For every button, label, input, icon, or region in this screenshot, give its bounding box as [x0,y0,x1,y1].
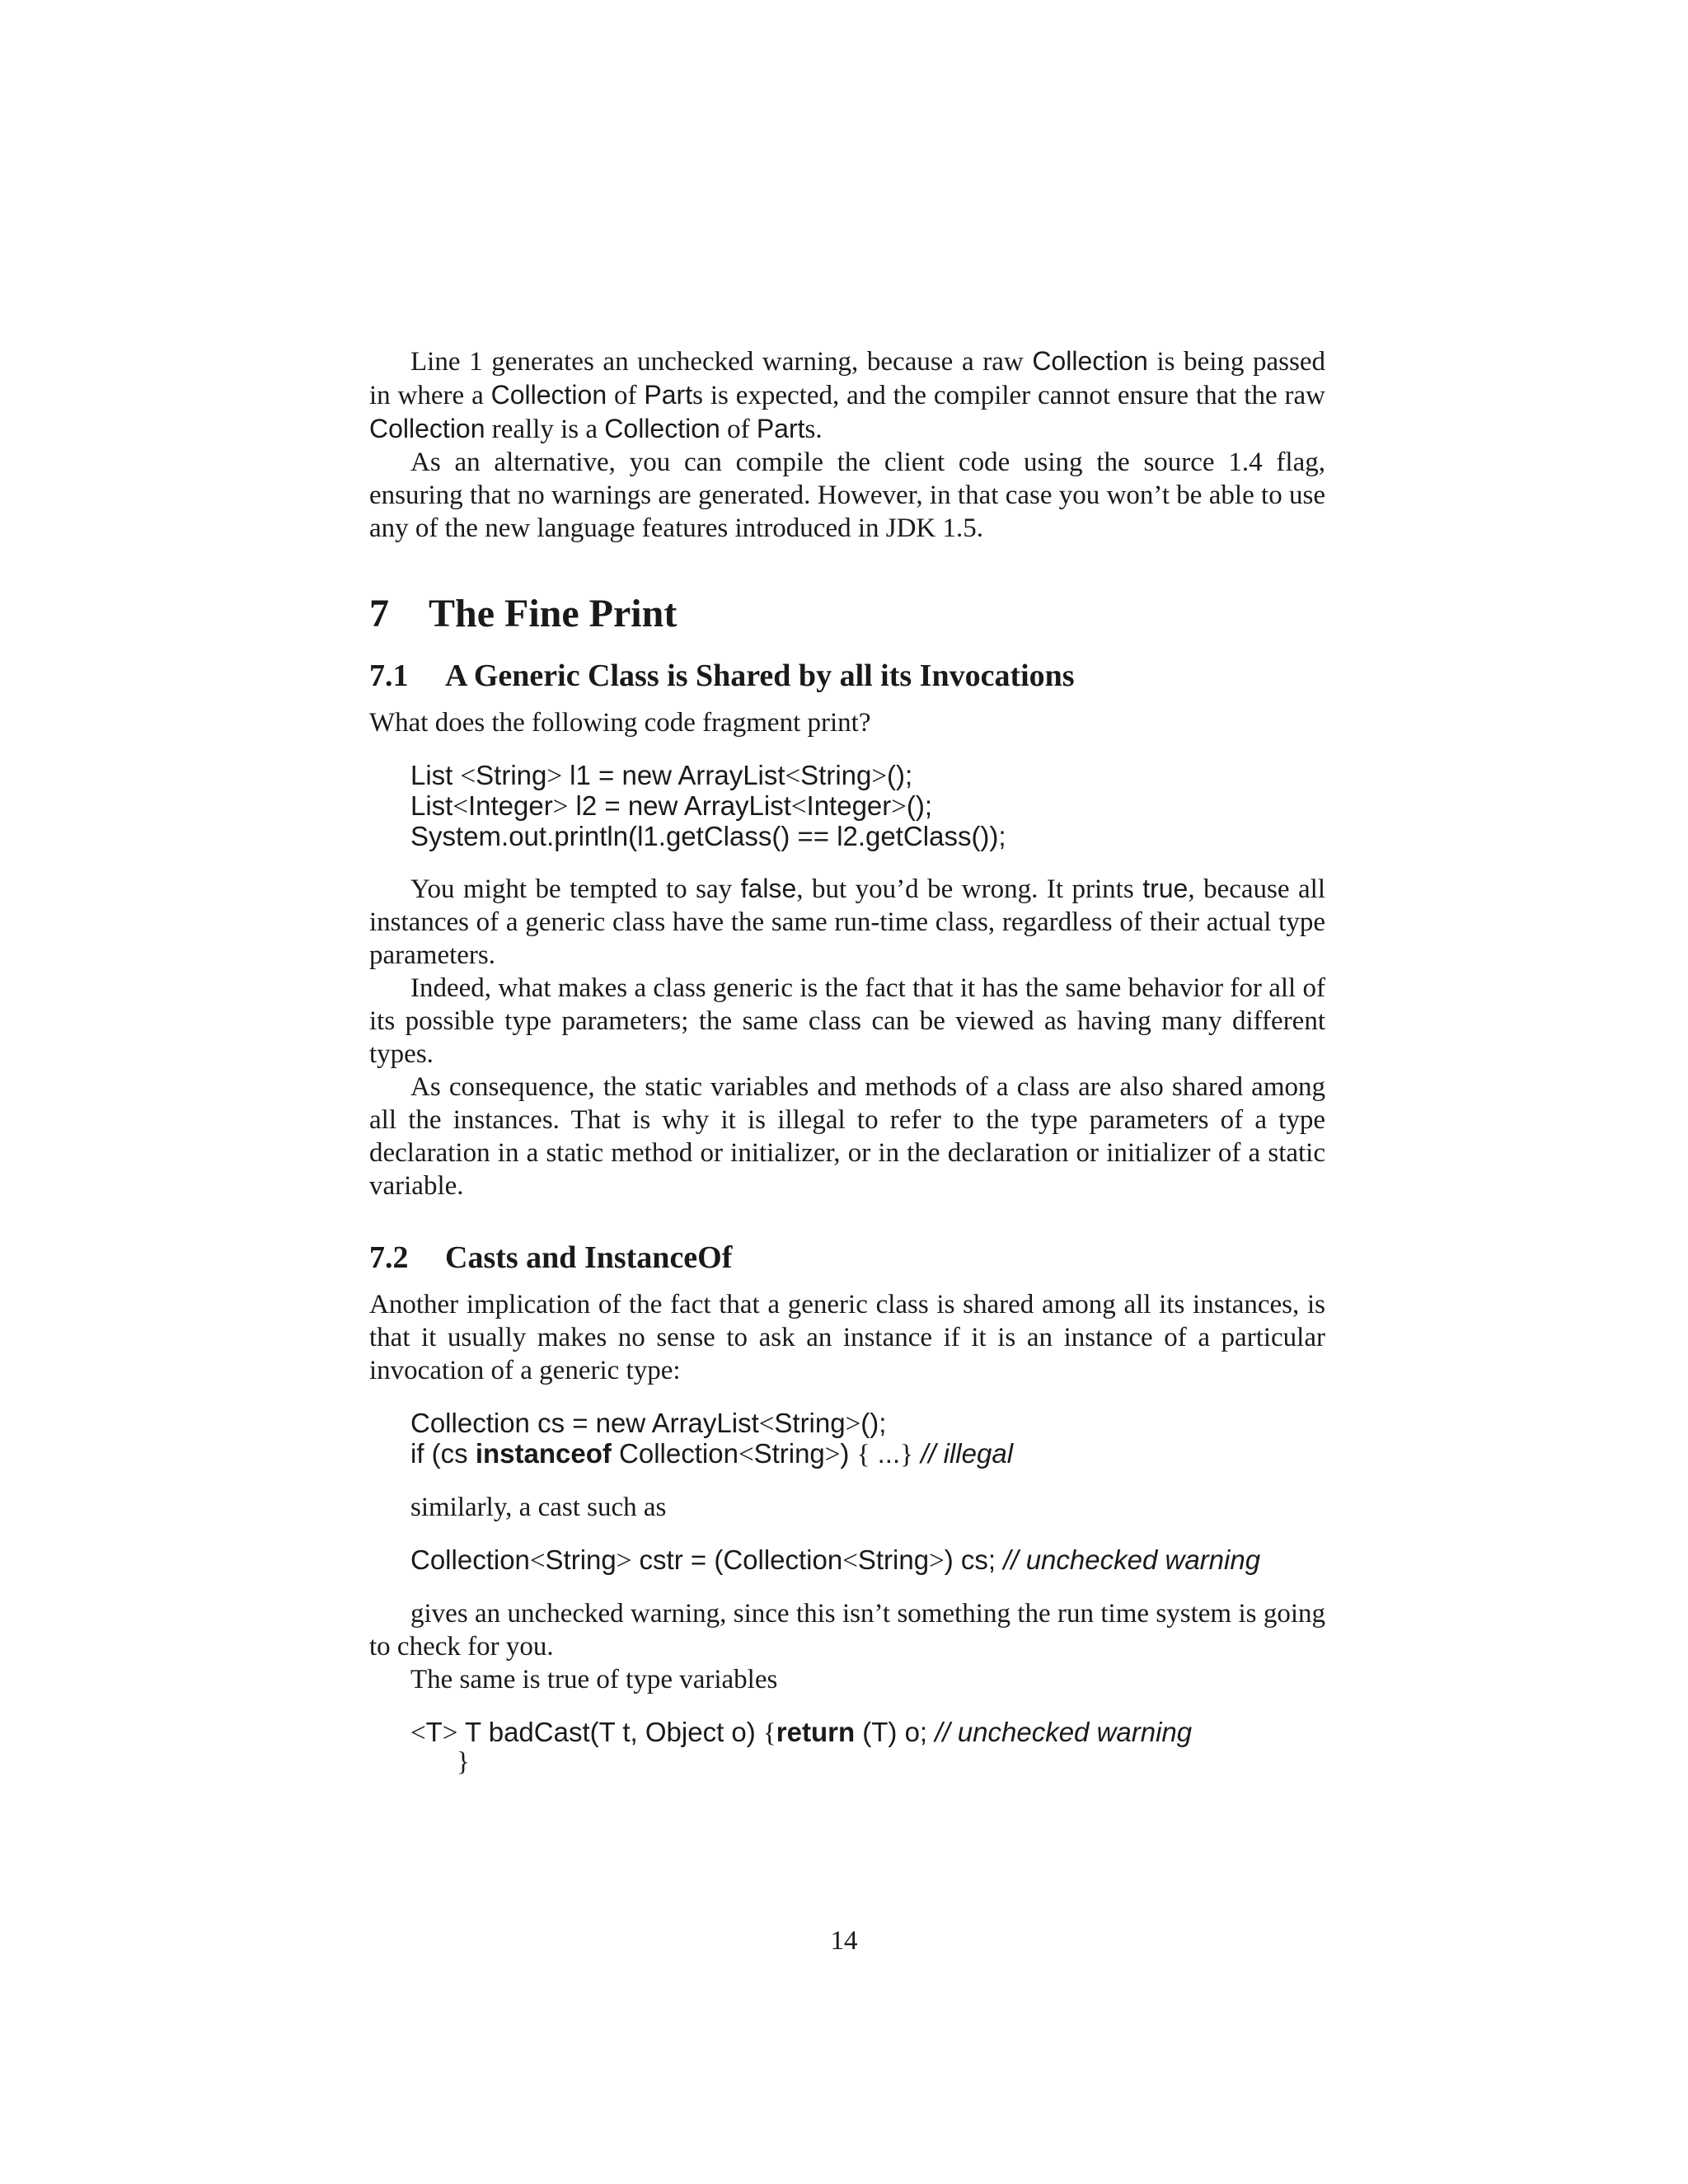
body-paragraph-false-true [369,872,1325,972]
intro-paragraph-2: As an alternative, you can compile the client code using the source 1.4 flag, ensuring that no warnings are generated. However, in that case you won’t be able to use any of the new language features introduced in JDK 1.5. [369,448,1325,543]
inline-code: Part [644,380,693,410]
code-token: < [738,1440,754,1469]
text: of [720,415,757,444]
code-block-getclass [410,761,1325,851]
code-token: > [546,762,562,791]
code-token: List [410,790,453,821]
code-block-instanceof [410,1408,1325,1469]
code-token: < [452,792,468,822]
subsection-number: 7.2 [369,1240,409,1275]
code-token: (); [906,790,933,821]
section-title: The Fine Print [429,592,678,635]
code-token: < [460,762,476,791]
code-comment: // illegal [912,1438,1014,1469]
section-heading-7 [369,591,1325,637]
body-paragraph-similarly: similarly, a cast such as [410,1493,667,1522]
code-token: String [753,1438,825,1469]
code-token: } [900,1440,913,1469]
inline-code: Collection [604,414,720,443]
code-token: String [545,1544,617,1575]
subsection-number: 7.1 [369,658,409,693]
inline-code: false [740,874,797,903]
code-token: { [762,1718,776,1748]
code-token: < [410,1718,426,1748]
code-keyword: return [776,1717,856,1747]
code-token: l2 = new ArrayList [568,790,791,821]
code-token: if (cs [410,1438,476,1469]
code-keyword: instanceof [475,1438,612,1469]
page-number: 14 [830,1926,858,1956]
text: s. [804,415,823,444]
body-paragraph-implication: Another implication of the fact that a generic class is shared among all its instances, is that it usually makes no sense to ask an instance if it is an instance of a particular invocation of a generic type: [369,1290,1325,1385]
code-token: T [425,1717,443,1747]
code-token: ) [840,1438,857,1469]
code-line [410,1439,1325,1469]
body-paragraph-static-variables: As consequence, the static variables and methods of a class are also shared among all the instances. That is why it is illegal to refer to the type parameters of a type declaration in a static method or initializer, or in the declaration or initializer of a static variable. [369,1072,1325,1201]
code-token: { [856,1440,870,1469]
code-token: List [410,760,461,790]
code-token: Integer [467,790,553,821]
inline-code: Collection [1032,346,1148,376]
code-token: (T) o; [855,1717,935,1747]
code-token: > [552,792,569,822]
code-line [410,1408,1325,1439]
subsection-heading-7-1 [369,657,1325,695]
code-token: > [616,1546,632,1576]
body-paragraph-unchecked: gives an unchecked warning, since this isn’t something the run time system is going to check for you. [369,1599,1325,1661]
code-token: ) cs; [944,1544,1004,1575]
code-token: ... [870,1438,901,1469]
code-line [410,761,1325,791]
code-token: l1 = new ArrayList [562,760,785,790]
code-token: > [845,1409,861,1439]
inline-code: Collection [369,414,485,443]
intro-paragraph-1 [369,344,1325,446]
code-line [410,791,1325,822]
code-token: T badCast(T t, Object o) [457,1717,763,1747]
code-token: > [871,762,888,791]
inline-code: Collection [490,380,607,410]
code-line [410,1718,1325,1748]
code-token: Collection cs = new ArrayList [410,1408,759,1438]
code-token: Collection [410,1544,530,1575]
body-paragraph-type-variables: The same is true of type variables [410,1665,778,1694]
code-token: String [476,760,547,790]
code-block-badcast [410,1718,1325,1777]
code-token: < [785,762,801,791]
question-paragraph: What does the following code fragment print? [369,708,871,738]
text: You might be tempted to say [410,874,741,904]
code-block-cast [410,1545,1325,1576]
subsection-title: Casts and InstanceOf [445,1240,733,1275]
text: , because all instances of a generic class have the same run-time class, regardless of their actual type parameters. [369,874,1325,970]
code-token: > [442,1718,458,1748]
subsection-title: A Generic Class is Shared by all its Invocations [445,658,1075,693]
code-token: (); [860,1408,887,1438]
text: of [607,381,645,410]
text: really is a [485,415,605,444]
code-line: System.out.println(l1.getClass() == l2.getClass()); [410,821,1006,851]
code-token: > [891,792,907,822]
text: Line 1 generates an unchecked warning, because a raw [410,347,1033,377]
code-comment: // unchecked warning [1003,1544,1261,1575]
subsection-heading-7-2 [369,1239,1325,1277]
code-token: < [758,1409,775,1439]
inline-code: true [1142,874,1189,903]
code-token: > [929,1546,945,1576]
document-page [369,344,1325,1777]
code-token: String [800,760,872,790]
code-token: < [529,1546,546,1576]
code-token: Collection [611,1438,738,1469]
code-comment: // unchecked warning [935,1717,1193,1747]
code-line: } [457,1747,470,1777]
code-token: cstr = (Collection [631,1544,843,1575]
code-token: < [790,792,807,822]
code-token: String [857,1544,930,1575]
text: , but you’d be wrong. It prints [796,874,1143,904]
code-token: (); [887,760,913,790]
inline-code: Part [756,414,805,443]
text: s is expected, and the compiler cannot ensure that the raw [692,381,1325,410]
code-token: < [842,1546,858,1576]
section-number: 7 [369,592,389,635]
code-token: > [824,1440,841,1469]
code-token: Integer [806,790,892,821]
code-line [410,1545,1325,1576]
body-paragraph-generic-behavior: Indeed, what makes a class generic is the fact that it has the same behavior for all of its possible type parameters; the same class can be viewed as having many different types. [369,973,1325,1069]
code-token: String [774,1408,846,1438]
text: is being passed in where a [369,347,1325,410]
